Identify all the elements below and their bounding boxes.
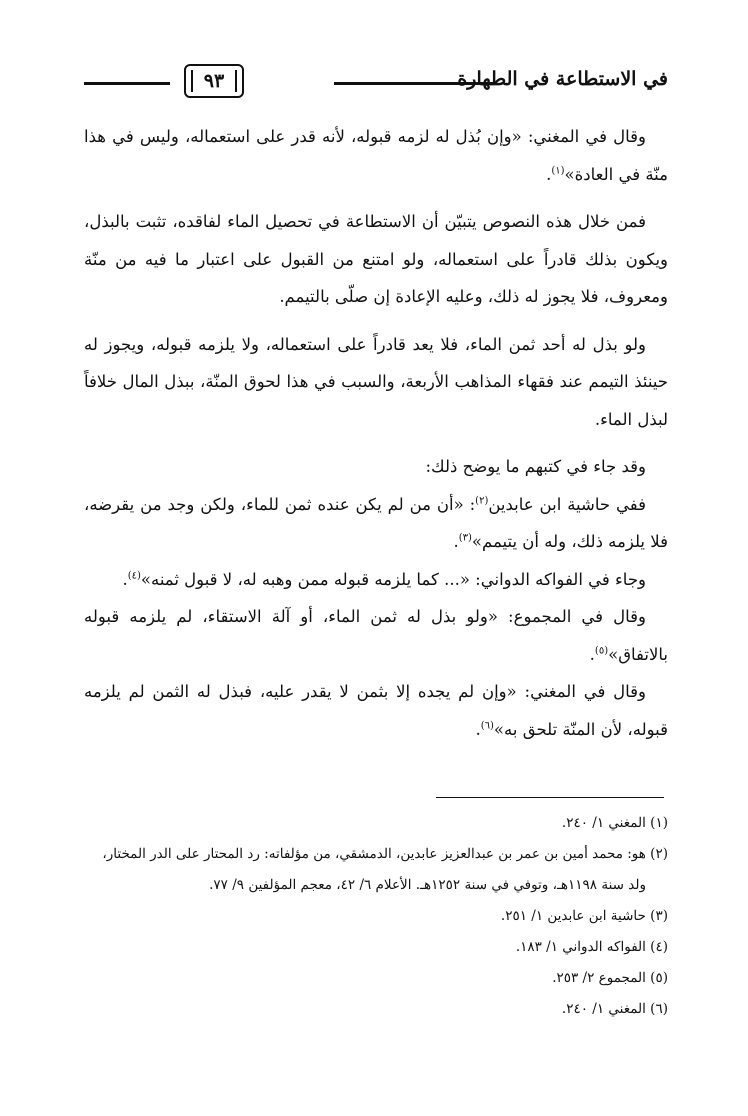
footnote-3: (٣) حاشية ابن عابدين ١/ ٢٥١. bbox=[500, 908, 668, 924]
paragraph-ibn-abidin: ففي حاشية ابن عابدين$^{(٢)}$: «أن من لم يكن عنده ثمن للماء، ولكن وجد من يقرضه، فلا يلزمه ذلك، وله أن يتيمم»$^{(٣)}$. bbox=[84, 494, 668, 551]
footnote-2: (٢) هو: محمد أمين بن عمر بن عبدالعزيز عابدين، الدمشقي، من مؤلفاته: رد المحتار على الدر المختار، ولد سنة ١١٩٨هـ، وتوفي في سنة ١٢٥٢هـ. الأعلام ٦/ ٤٢، معجم المؤلفين ٩/ ٧٧. bbox=[102, 846, 668, 893]
footnote-separator bbox=[436, 797, 664, 798]
paragraph-mughni-price: وقال في المغني: «وإن لم يجده إلا بثمن لا يقدر عليه، فبذل له الثمن لم يلزمه قبوله، لأن المنّة تلحق به»$^{(٦)}$. bbox=[84, 682, 668, 739]
paragraph-fawakih: وجاء في الفواكه الدواني: «... كما يلزمه قبوله ممن وهبه له، لا قبول ثمنه»$^{(٤)}$. bbox=[122, 569, 646, 589]
paragraph-conclusion: فمن خلال هذه النصوص يتبيّن أن الاستطاعة في تحصيل الماء لفاقده، تثبت بالبذل، ويكون بذلك قادراً على استعماله، ولو امتنع من القبول على اعتبار ما فيه من منّة ومعروف، فلا يجوز له ذلك، وعليه الإعادة إن صلّى بالتيمم. bbox=[84, 212, 668, 306]
running-title: في الاستطاعة في الطهارة bbox=[457, 68, 668, 90]
footnote-1: (١) المغني ١/ ٢٤٠. bbox=[561, 815, 668, 831]
paragraph-mughni-quote: وقال في المغني: «وإن بُذل له لزمه قبوله، لأنه قدر على استعماله، وليس في هذا منّة في العادة»$^{(١)}$. bbox=[84, 127, 668, 184]
header-rule-left bbox=[84, 82, 170, 85]
paragraph-majmu: وقال في المجموع: «ولو بذل له ثمن الماء، أو آلة الاستقاء، لم يلزمه قبوله بالاتفاق»$^{(٥)}$. bbox=[84, 607, 668, 664]
footnote-6: (٦) المغني ١/ ٢٤٠. bbox=[561, 1001, 668, 1017]
footnote-5: (٥) المجموع ٢/ ٢٥٣. bbox=[552, 970, 668, 986]
footnote-ref: (٥) bbox=[594, 645, 609, 656]
footnote-4: (٤) الفواكه الدواني ١/ ١٨٣. bbox=[515, 939, 668, 955]
paragraph-price-offer: ولو بذل له أحد ثمن الماء، فلا يعد قادراً على استعماله، ولا يلزمه قبوله، ويجوز له حينئذ التيمم عند فقهاء المذاهب الأربعة، والسبب في هذا لحوق المنّة، ببذل المال خلافاً لبذل الماء. bbox=[84, 334, 668, 429]
page-header bbox=[84, 64, 668, 104]
page-number: ٩٣ bbox=[184, 64, 244, 98]
main-text bbox=[84, 118, 668, 748]
footnote-ref: (١) bbox=[551, 165, 565, 176]
footnote-ref: (٢) bbox=[475, 495, 489, 506]
footnote-ref: (٣) bbox=[458, 532, 472, 544]
footnote-ref: (٤) bbox=[127, 570, 141, 581]
paragraph-intro-quotes: وقد جاء في كتبهم ما يوضح ذلك: bbox=[425, 457, 646, 476]
footnote-ref: (٦) bbox=[480, 720, 494, 731]
header-rule-right bbox=[334, 82, 496, 85]
footnotes bbox=[84, 808, 668, 1025]
